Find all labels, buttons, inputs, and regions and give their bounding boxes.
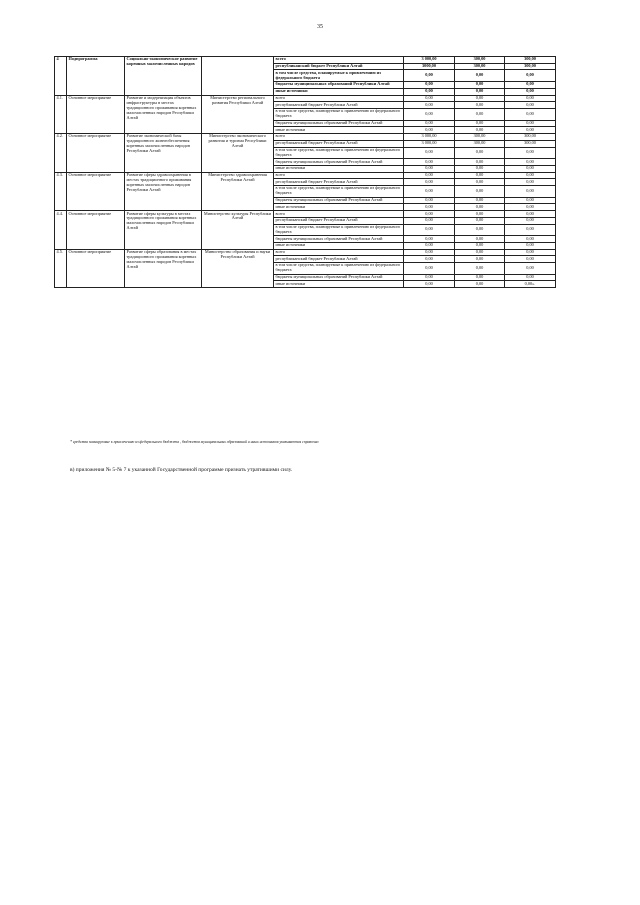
row-executor: Министерство экономического развития и туризма Республики Алтай	[202, 134, 274, 173]
funding-source: республиканский бюджет Республики Алтай	[274, 256, 404, 263]
amount-cell: 0,00	[404, 186, 455, 198]
amount-cell: 0,00	[455, 274, 505, 281]
amount-cell: 300,00	[505, 134, 556, 141]
row-name: Развитие экономической базы традиционного жизнеобеспечения коренных малочисленных народов Республики Алтай	[125, 134, 202, 173]
amount-cell: 0,00	[505, 102, 556, 109]
amount-cell: 3000,00	[404, 63, 455, 70]
amount-cell: 300,00	[505, 140, 556, 147]
amount-cell: 0,00	[505, 274, 556, 281]
amount-cell: 0,00	[505, 179, 556, 186]
amount-cell: 0,00	[505, 147, 556, 159]
amount-cell: 0,00	[455, 217, 505, 224]
row-number: 4.4.	[55, 211, 67, 250]
amount-cell: 0,00	[455, 186, 505, 198]
amount-cell: 0,00	[404, 274, 455, 281]
amount-cell: 0,00	[455, 147, 505, 159]
funding-source: всего	[274, 211, 404, 218]
amount-cell: 0,00	[404, 127, 455, 134]
amount-cell: 0,00	[455, 236, 505, 243]
amount-cell: 0,00	[404, 82, 455, 89]
row-executor: Министерство здравоохранения Республики Алтай	[202, 172, 274, 211]
amount-cell: 0,00	[455, 204, 505, 211]
row-number: 4.1.	[55, 95, 67, 134]
amount-cell: 0,00	[404, 147, 455, 159]
amount-cell: 0,00	[505, 95, 556, 102]
row-executor: Министерство регионального развития Республики Алтай	[202, 95, 274, 134]
funding-source: республиканский бюджет Республики Алтай	[274, 140, 404, 147]
funding-source: всего	[274, 249, 404, 256]
amount-cell: 0,00	[404, 159, 455, 166]
amount-cell: 0,00	[505, 197, 556, 204]
amount-cell: 300,00	[455, 140, 505, 147]
amount-cell: 0,00	[455, 211, 505, 218]
funding-source: республиканский бюджет Республики Алтай	[274, 179, 404, 186]
funding-source: всего	[274, 172, 404, 179]
amount-cell: 0,00	[505, 159, 556, 166]
amount-cell: 0,00	[505, 224, 556, 236]
amount-cell: 0,00	[455, 172, 505, 179]
amount-cell: 0,00	[404, 108, 455, 120]
row-type: Основное мероприятие	[67, 211, 125, 250]
funding-source: в том числе средства, планируемые к привлечению из федерального бюджета	[274, 70, 404, 82]
funding-source: бюджеты муниципальных образований Республики Алтай	[274, 197, 404, 204]
amount-cell: 0,00	[505, 186, 556, 198]
amount-cell: 0,00	[404, 211, 455, 218]
amount-cell: 0,00	[505, 217, 556, 224]
table-row	[55, 249, 556, 256]
amount-cell: 0,00	[455, 120, 505, 127]
funding-source: республиканский бюджет Республики Алтай	[274, 102, 404, 109]
row-number: 4.3.	[55, 172, 67, 211]
funding-source: иные источники	[274, 281, 404, 288]
row-type: Основное мероприятие	[67, 134, 125, 173]
amount-cell: 3 000,00	[404, 134, 455, 141]
amount-cell: 0,00	[455, 179, 505, 186]
row-name: Развитие и модернизация объектов инфраструктуры в местах традиционного проживания коренных малочисленных народов Республики Алтай	[125, 95, 202, 134]
row-executor: Министерство образования и науки Республики Алтай	[202, 249, 274, 288]
amount-cell: 0,00».	[505, 281, 556, 288]
row-executor: Министерство культуры Республики Алтай	[202, 211, 274, 250]
row-type: Подпрограмма	[67, 57, 125, 96]
funding-source: всего	[274, 134, 404, 141]
table-row	[55, 57, 556, 64]
funding-source: бюджеты муниципальных образований Республики Алтай	[274, 120, 404, 127]
amount-cell: 0,00	[455, 82, 505, 89]
amount-cell: 0,00	[404, 236, 455, 243]
table-row	[55, 211, 556, 218]
table-row	[55, 134, 556, 141]
amount-cell: 0,00	[455, 197, 505, 204]
funding-source: всего	[274, 95, 404, 102]
amount-cell: 0,00	[455, 102, 505, 109]
amount-cell: 0,00	[404, 249, 455, 256]
amount-cell: 0,00	[404, 242, 455, 249]
amount-cell: 0,00	[404, 281, 455, 288]
amount-cell: 0,00	[505, 108, 556, 120]
amount-cell: 0,00	[505, 263, 556, 275]
row-name: Социально-экономическое развитие коренных малочисленных народов	[125, 57, 202, 96]
funding-source: иные источники	[274, 127, 404, 134]
amount-cell: 300,00	[455, 63, 505, 70]
amount-cell: 0,00	[455, 70, 505, 82]
amount-cell: 0,00	[455, 159, 505, 166]
funding-source: республиканский бюджет Республики Алтай	[274, 63, 404, 70]
row-name: Развитие сферы образования в местах традиционного проживания коренных малочисленных народов Республики Алтай	[125, 249, 202, 288]
amount-cell: 3 000,00	[404, 140, 455, 147]
amount-cell: 0,00	[455, 127, 505, 134]
amount-cell: 0,00	[404, 172, 455, 179]
amount-cell: 0,00	[505, 120, 556, 127]
amount-cell: 0,00	[505, 242, 556, 249]
row-number: 4.5.	[55, 249, 67, 288]
funding-source: бюджеты муниципальных образований Республики Алтай	[274, 236, 404, 243]
amount-cell: 3 000,00	[404, 57, 455, 64]
funding-source: в том числе средства, планируемые к привлечению из федерального бюджета	[274, 147, 404, 159]
amount-cell: 0,00	[455, 249, 505, 256]
budget-table	[54, 56, 556, 288]
amount-cell: 0,00	[404, 197, 455, 204]
amount-cell: 0,00	[505, 172, 556, 179]
funding-source: иные источники	[274, 165, 404, 172]
amount-cell: 0,00	[404, 224, 455, 236]
table-row	[55, 172, 556, 179]
amount-cell: 0,00	[505, 82, 556, 89]
row-type: Основное мероприятие	[67, 95, 125, 134]
amount-cell: 0,00	[455, 108, 505, 120]
amount-cell: 0,00	[404, 95, 455, 102]
amount-cell: 0,00	[505, 88, 556, 95]
amount-cell: 0,00	[505, 211, 556, 218]
amount-cell: 0,00	[404, 88, 455, 95]
funding-source: бюджеты муниципальных образований Республики Алтай	[274, 274, 404, 281]
amount-cell: 0,00	[455, 224, 505, 236]
amount-cell: 0,00	[404, 263, 455, 275]
amount-cell: 0,00	[455, 242, 505, 249]
row-executor	[202, 57, 274, 96]
amount-cell: 300,00	[505, 57, 556, 64]
amount-cell: 0,00	[404, 256, 455, 263]
page-number: 35	[317, 24, 323, 30]
funding-source: бюджеты муниципальных образований Республики Алтай	[274, 82, 404, 89]
amount-cell: 0,00	[404, 179, 455, 186]
row-number: 4.2.	[55, 134, 67, 173]
amount-cell: 0,00	[505, 256, 556, 263]
amount-cell: 0,00	[455, 281, 505, 288]
row-name: Развитие сферы здравоохранения в местах традиционного проживания коренных малочисленных народов Республики Алтай	[125, 172, 202, 211]
amount-cell: 0,00	[455, 263, 505, 275]
amount-cell: 0,00	[505, 165, 556, 172]
amount-cell: 0,00	[455, 165, 505, 172]
amount-cell: 300,00	[455, 57, 505, 64]
amount-cell: 0,00	[455, 256, 505, 263]
amount-cell: 0,00	[505, 127, 556, 134]
row-type: Основное мероприятие	[67, 249, 125, 288]
funding-source: бюджеты муниципальных образований Республики Алтай	[274, 159, 404, 166]
funding-source: в том числе средства, планируемые к привлечению из федерального бюджета	[274, 224, 404, 236]
amount-cell: 0,00	[404, 120, 455, 127]
funding-source: республиканский бюджет Республики Алтай	[274, 217, 404, 224]
amount-cell: 0,00	[455, 88, 505, 95]
row-type: Основное мероприятие	[67, 172, 125, 211]
amount-cell: 0,00	[404, 165, 455, 172]
footnote: * средства планируемые к привлечению из федерального бюджета , бюджетов муниципальных образований и иных источников указываются справочно	[70, 440, 319, 444]
funding-source: иные источники	[274, 88, 404, 95]
row-number: 4	[55, 57, 67, 96]
amount-cell: 0,00	[505, 204, 556, 211]
funding-source: всего	[274, 57, 404, 64]
amount-cell: 300,00	[455, 134, 505, 141]
funding-source: в том числе средства, планируемые к привлечению из федерального бюджета	[274, 108, 404, 120]
amount-cell: 0,00	[505, 70, 556, 82]
amount-cell: 0,00	[455, 95, 505, 102]
table-row	[55, 95, 556, 102]
amount-cell: 0,00	[505, 236, 556, 243]
funding-source: иные источники	[274, 204, 404, 211]
row-name: Развитие сферы культуры в местах традиционного проживания коренных малочисленных народов Республики Алтай	[125, 211, 202, 250]
funding-source: в том числе средства, планируемые к привлечению из федерального бюджета	[274, 186, 404, 198]
amount-cell: 0,00	[404, 70, 455, 82]
amount-cell: 0,00	[404, 204, 455, 211]
amount-cell: 0,00	[505, 249, 556, 256]
amount-cell: 300,00	[505, 63, 556, 70]
closing-text: в) приложения № 5-№ 7 к указанной Государственной программе признать утратившими силу.	[70, 467, 293, 473]
amount-cell: 0,00	[404, 102, 455, 109]
funding-source: в том числе средства, планируемые к привлечению из федерального бюджета	[274, 263, 404, 275]
amount-cell: 0,00	[404, 217, 455, 224]
funding-source: иные источники	[274, 242, 404, 249]
